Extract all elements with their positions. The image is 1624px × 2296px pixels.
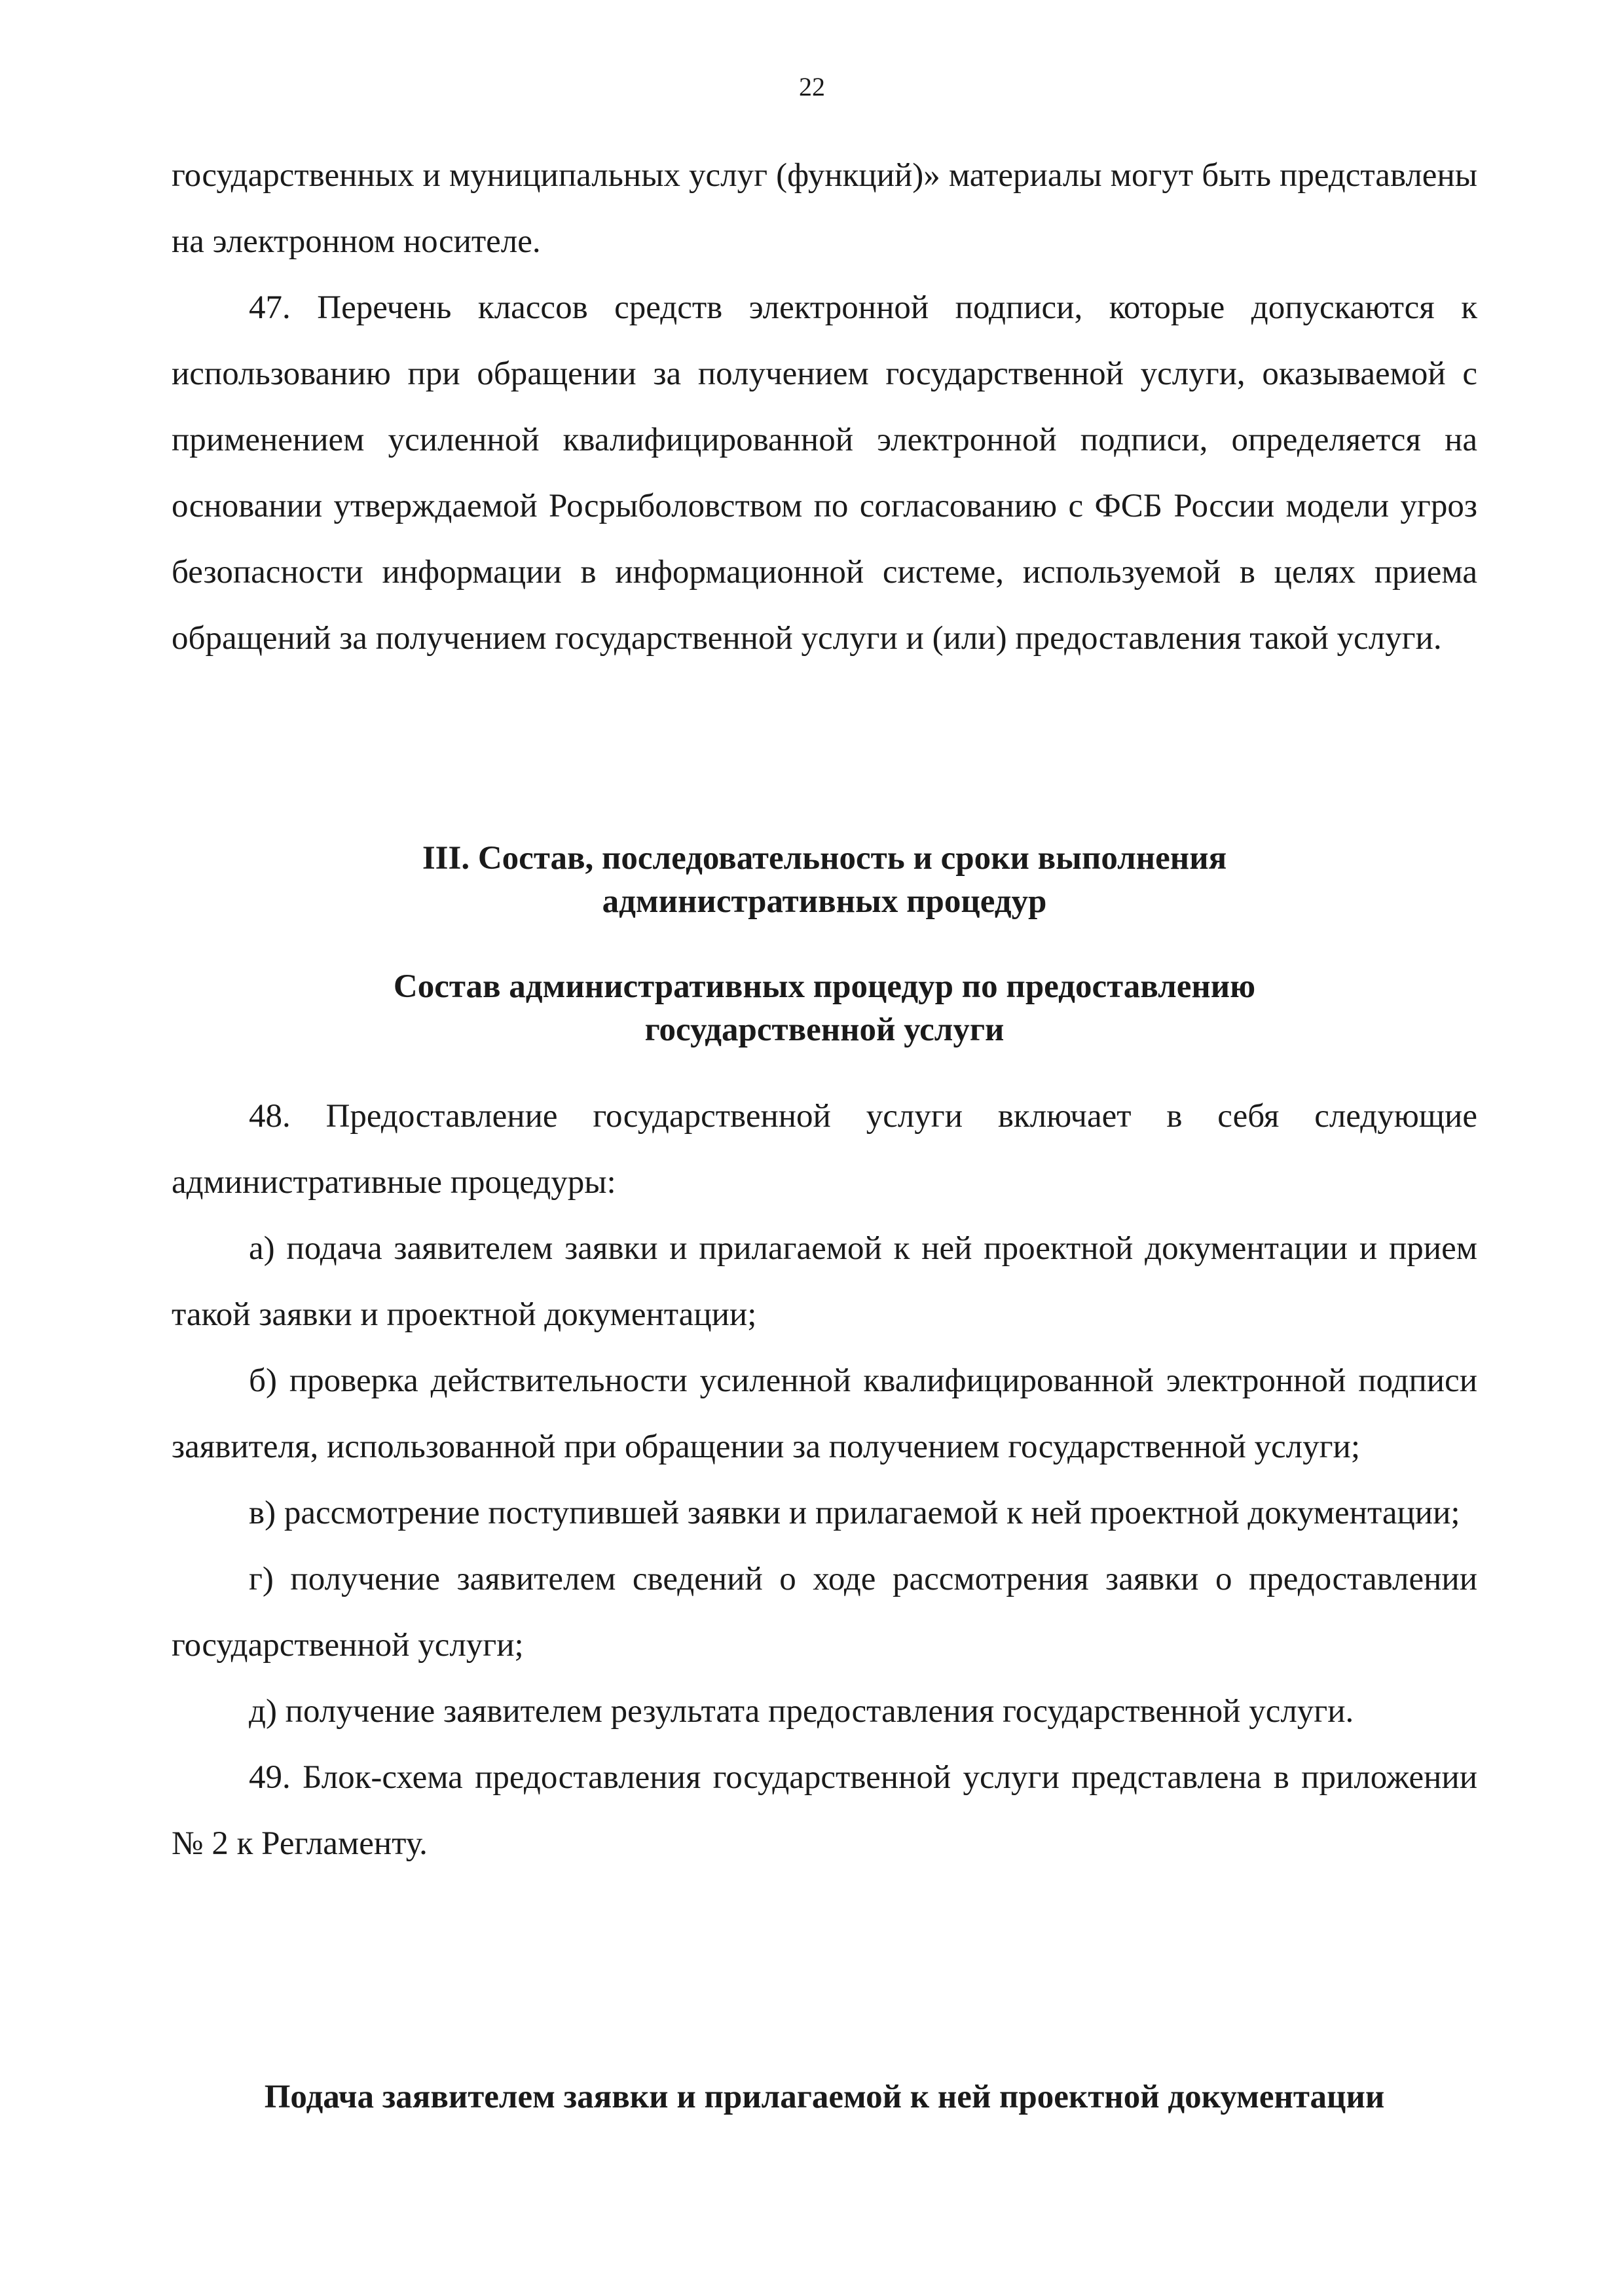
- list-item-v: в) рассмотрение поступившей заявки и прилагаемой к ней проектной документации;: [249, 1495, 1460, 1531]
- section-heading-line-2: административных процедур: [602, 883, 1047, 920]
- body-block-2: [172, 1084, 1477, 1877]
- subsection-heading-line-1: Состав административных процедур по предоставлению: [393, 968, 1256, 1005]
- page-number: 22: [799, 72, 825, 101]
- section-heading-line-1: III. Состав, последовательность и сроки выполнения: [422, 840, 1227, 877]
- list-item-b: б) проверка действительности усиленной квалифицированной электронной подписи заявителя, использованной при обращении за получением государственной услуги;: [172, 1362, 1477, 1465]
- paragraph-continuation: государственных и муниципальных услуг (функций)» материалы могут быть представлены на электронном носителе.: [172, 157, 1477, 260]
- subsection-heading: [172, 965, 1477, 1051]
- subsection-heading-line-2: государственной услуги: [644, 1011, 1005, 1048]
- body-block-1: [172, 143, 1477, 672]
- paragraph-48: 48. Предоставление государственной услуги включает в себя следующие административные процедуры:: [172, 1098, 1477, 1201]
- paragraph-47: 47. Перечень классов средств электронной подписи, которые допускаются к использованию при обращении за получением государственной услуги, оказываемой с применением усиленной квалифицированной электронной подписи, определяется на основании утверждаемой Росрыболовством по согласованию с ФСБ России модели угроз безопасности информации в информационной системе, используемой в целях приема обращений за получением государственной услуги и (или) предоставления такой услуги.: [172, 289, 1477, 657]
- list-item-d: д) получение заявителем результата предоставления государственной услуги.: [249, 1693, 1354, 1730]
- section-heading: [172, 837, 1477, 923]
- final-heading: Подача заявителем заявки и прилагаемой к ней проектной документации: [264, 2079, 1385, 2115]
- paragraph-49: 49. Блок-схема предоставления государственной услуги представлена в приложении № 2 к Регламенту.: [172, 1759, 1477, 1862]
- list-item-g: г) получение заявителем сведений о ходе рассмотрения заявки о предоставлении государственной услуги;: [172, 1561, 1477, 1664]
- list-item-a: а) подача заявителем заявки и прилагаемой к ней проектной документации и прием такой заявки и проектной документации;: [172, 1230, 1477, 1333]
